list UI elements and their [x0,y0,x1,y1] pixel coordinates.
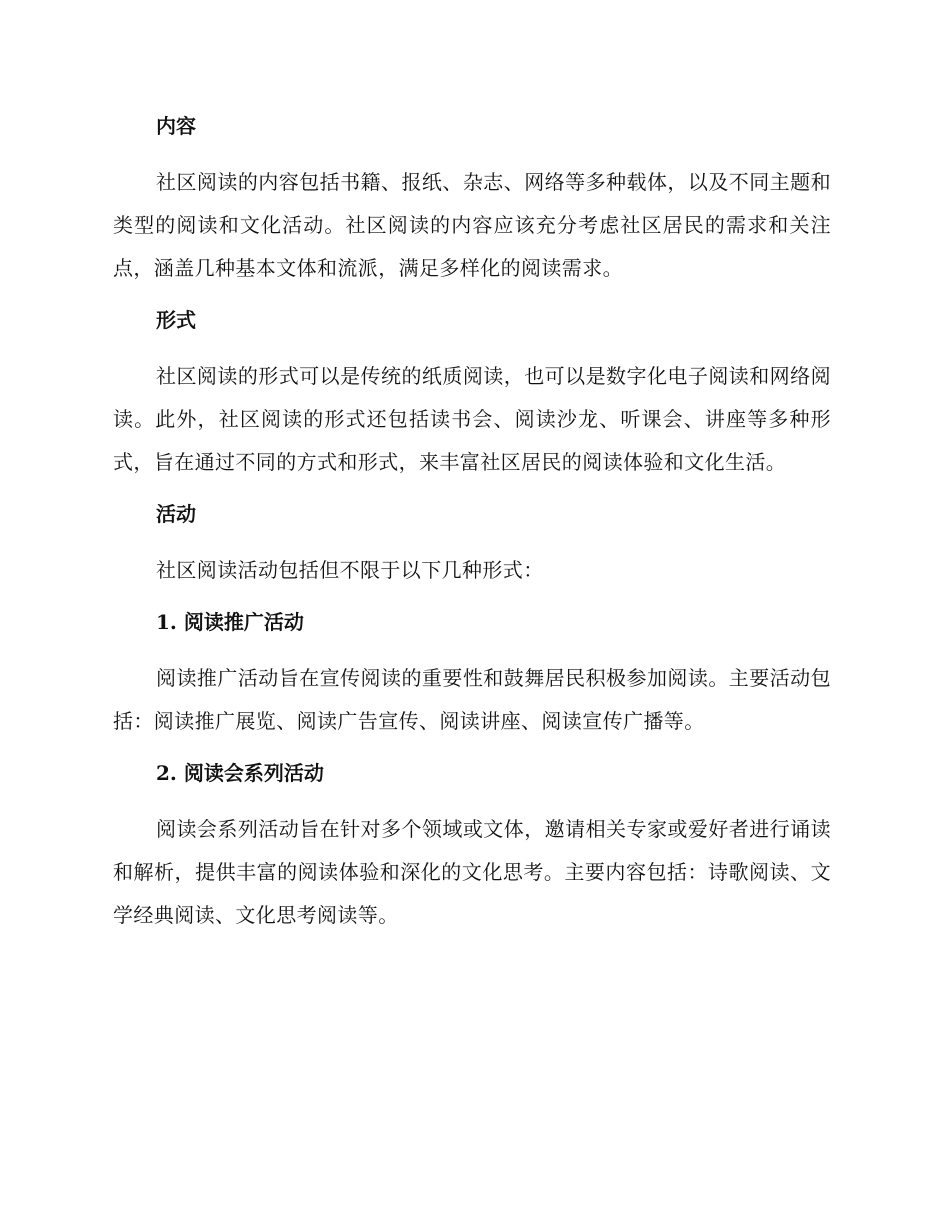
section-paragraph-form: 社区阅读的形式可以是传统的纸质阅读，也可以是数字化电子阅读和网络阅读。此外，社区阅读的形式还包括读书会、阅读沙龙、听课会、讲座等多种形式，旨在通过不同的方式和形式，来丰富社区居民的阅读体验和文化生活。 [113,364,831,474]
section-heading-content: 内容 [156,114,196,138]
section-paragraph-activity: 社区阅读活动包括但不限于以下几种形式： [156,558,544,582]
subsection-heading-promotion: 1. 阅读推广活动 [156,610,304,634]
section-heading-form: 形式 [156,308,196,332]
subsection-paragraph-promotion: 阅读推广活动旨在宣传阅读的重要性和鼓舞居民积极参加阅读。主要活动包括：阅读推广展览、阅读广告宣传、阅读讲座、阅读宣传广播等。 [113,666,831,733]
subsection-heading-reading-club: 2. 阅读会系列活动 [156,761,324,785]
document-page [113,108,831,937]
subsection-paragraph-reading-club: 阅读会系列活动旨在针对多个领域或文体，邀请相关专家或爱好者进行诵读和解析，提供丰富的阅读体验和深化的文化思考。主要内容包括：诗歌阅读、文学经典阅读、文化思考阅读等。 [113,817,831,927]
section-paragraph-content: 社区阅读的内容包括书籍、报纸、杂志、网络等多种载体，以及不同主题和类型的阅读和文化活动。社区阅读的内容应该充分考虑社区居民的需求和关注点，涵盖几种基本文体和流派，满足多样化的阅读需求。 [113,170,831,280]
section-heading-activity: 活动 [156,502,196,526]
